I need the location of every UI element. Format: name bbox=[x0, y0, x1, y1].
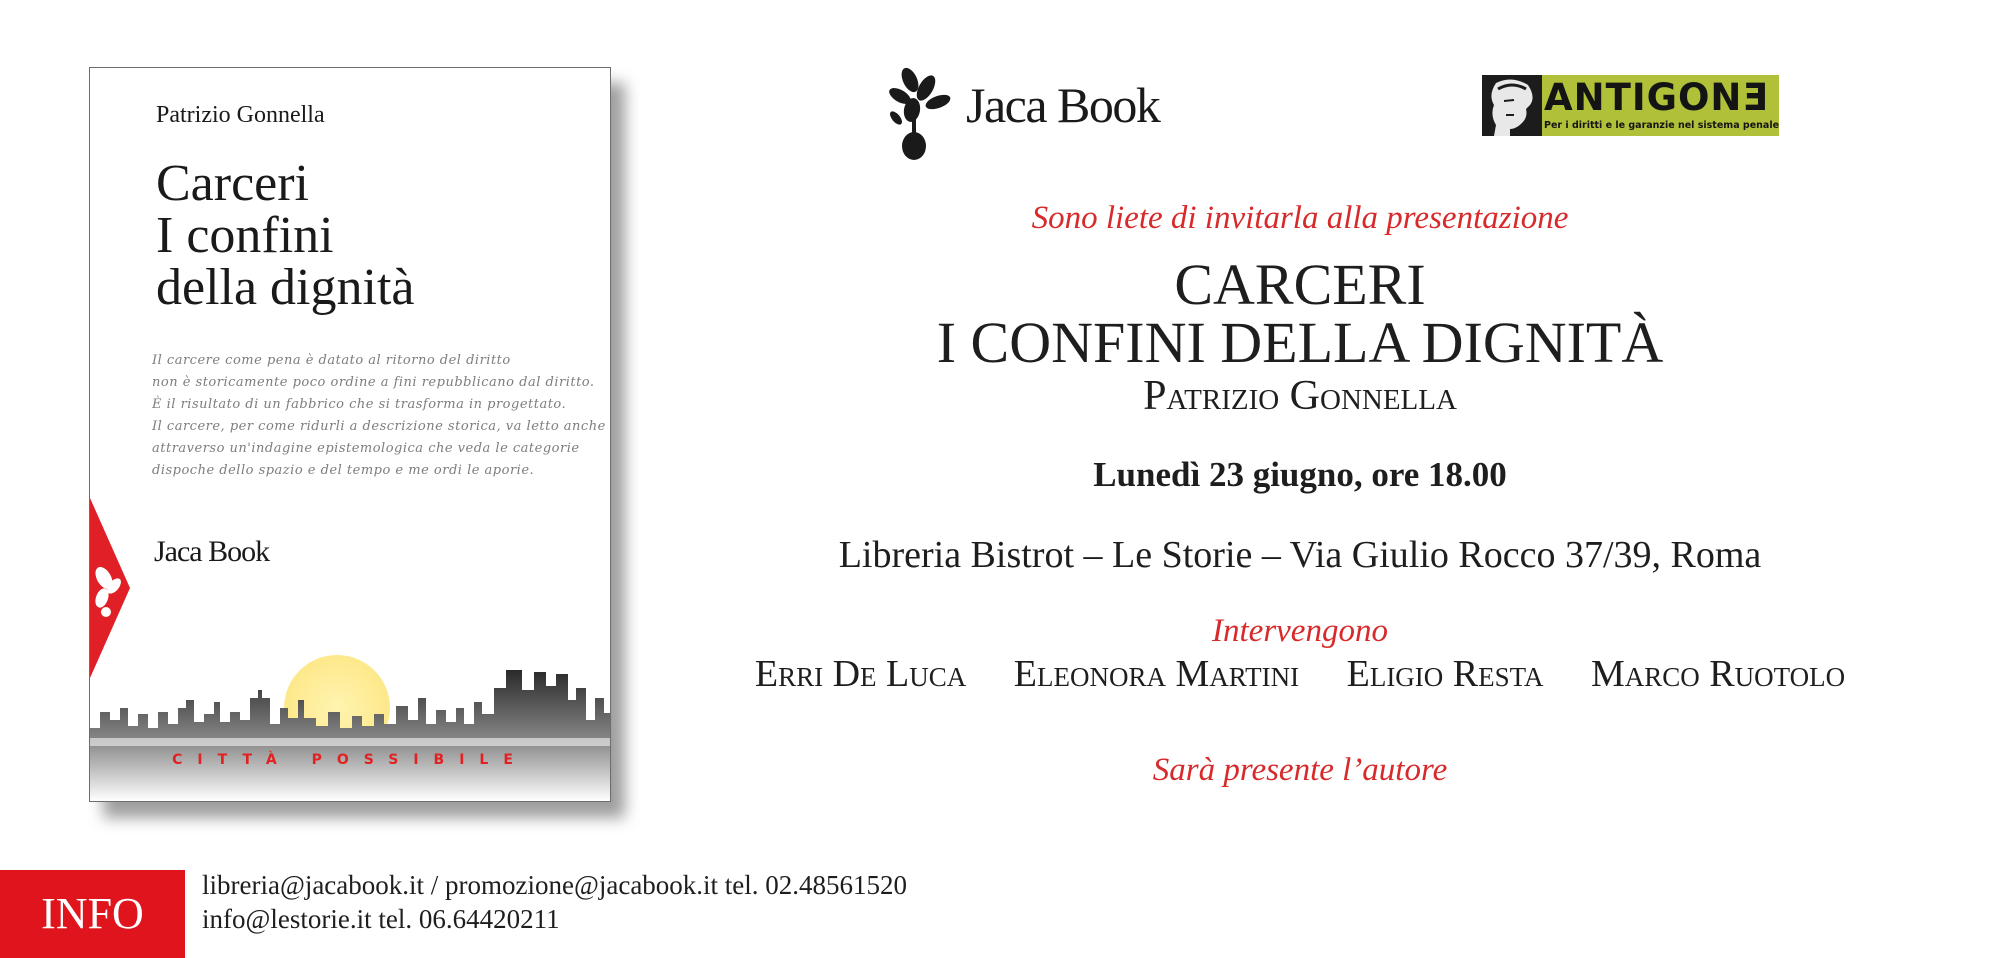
event-date: Lunedì 23 giugno, ore 18.00 bbox=[1093, 455, 1507, 494]
speakers-label: Intervengono bbox=[1212, 613, 1388, 649]
book-cover bbox=[89, 67, 611, 802]
cover-title-line: I confini bbox=[156, 207, 334, 264]
event-title-line-1: CARCERI bbox=[1174, 252, 1426, 317]
jaca-book-logo-icon bbox=[882, 66, 958, 162]
antigone-wordmark: ANTIGONƎ bbox=[1544, 76, 1769, 119]
cover-author: Patrizio Gonnella bbox=[156, 102, 325, 128]
handwritten-line: È il risultato di un fabbrico che si trasforma in progettato. bbox=[152, 397, 567, 412]
author-present-note: Sarà presente l’autore bbox=[1152, 752, 1448, 788]
antigone-tagline: Per i diritti e le garanzie nel sistema penale bbox=[1544, 120, 1779, 131]
cover-publisher: Jaca Book bbox=[154, 535, 270, 568]
info-contact-line-1: libreria@jacabook.it / promozione@jacabook.it tel. 02.48561520 bbox=[202, 870, 908, 900]
speaker-name: Eligio Resta bbox=[1346, 653, 1544, 695]
cover-title bbox=[156, 155, 415, 316]
antigone-logo bbox=[1482, 75, 1779, 136]
handwritten-text bbox=[152, 353, 606, 513]
speaker-name: Eleonora Martini bbox=[1013, 653, 1300, 695]
handwritten-line: non è storicamente poco ordine a fini repubblicano dal diritto. bbox=[152, 375, 595, 390]
info-contact-line-2: info@lestorie.it tel. 06.64420211 bbox=[202, 904, 560, 934]
invite-line: Sono liete di invitarla alla presentazione bbox=[1031, 200, 1569, 236]
handwritten-line: Il carcere come pena è datato al ritorno del diritto bbox=[152, 353, 511, 368]
cover-title-line: Carceri bbox=[156, 155, 310, 212]
event-venue: Libreria Bistrot – Le Storie – Via Giulio Rocco 37/39, Roma bbox=[838, 534, 1762, 576]
city-skyline-illustration bbox=[90, 628, 610, 801]
jaca-book-logo-text: Jaca Book bbox=[966, 77, 1160, 133]
info-label: INFO bbox=[41, 889, 144, 938]
speaker-name: Erri De Luca bbox=[754, 653, 967, 695]
speakers-list bbox=[700, 652, 1900, 696]
event-title-line-2: I CONFINI DELLA DIGNITÀ bbox=[936, 310, 1664, 375]
info-box bbox=[0, 870, 185, 958]
handwritten-line: dispoche dello spazio e del tempo e me ordi le aporie. bbox=[152, 463, 535, 478]
event-author: Patrizio Gonnella bbox=[1143, 373, 1457, 419]
series-label: CITTÀ POSSIBILE bbox=[172, 752, 528, 768]
cover-title-line: della dignità bbox=[156, 259, 415, 316]
handwritten-line: Il carcere, per come ridurli a descrizione storica, va letto anche bbox=[152, 419, 606, 434]
speaker-name: Marco Ruotolo bbox=[1590, 653, 1846, 695]
antigone-face-icon bbox=[1482, 75, 1542, 136]
handwritten-line: attraverso un'indagine epistemologica che veda le categorie bbox=[152, 441, 580, 456]
